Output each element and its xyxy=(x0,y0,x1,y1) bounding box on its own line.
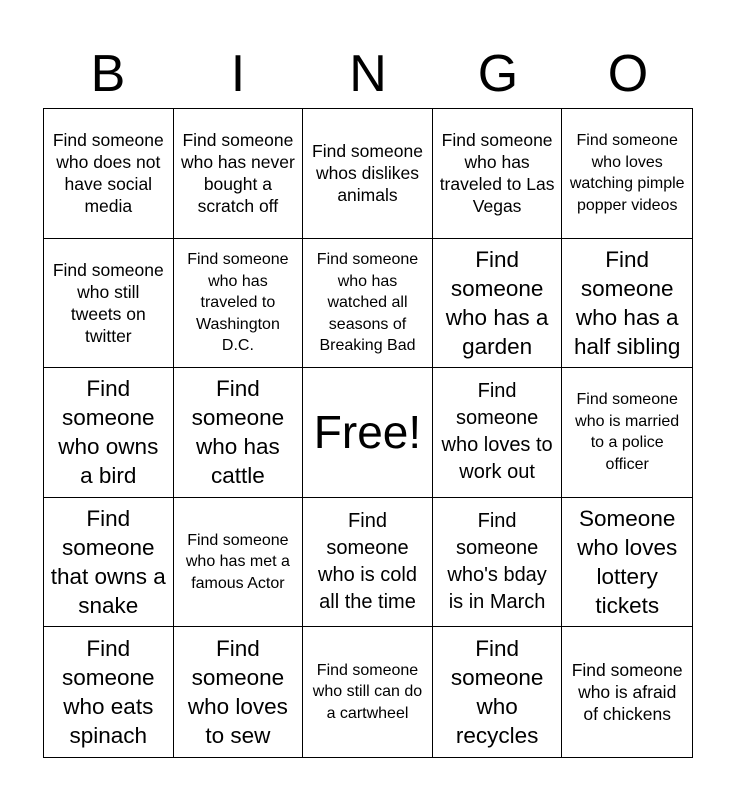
bingo-cell: Find someone who does not have social media xyxy=(44,109,174,239)
bingo-cell: Find someone who has never bought a scratch off xyxy=(174,109,304,239)
bingo-cell: Find someone who is cold all the time xyxy=(303,498,433,628)
header-letter-b: B xyxy=(90,45,126,103)
header-letter-i: I xyxy=(230,45,246,103)
bingo-cell: Someone who loves lottery tickets xyxy=(562,498,692,628)
bingo-cell: Find someone who has traveled to Washington D.C. xyxy=(174,239,304,369)
bingo-cell: Find someone who loves to sew xyxy=(174,627,304,757)
header-letter-g: G xyxy=(477,45,519,103)
bingo-cell: Find someone who loves to work out xyxy=(433,368,563,498)
bingo-cell: Find someone who has a half sibling xyxy=(562,239,692,369)
bingo-cell: Find someone that owns a snake xyxy=(44,498,174,628)
bingo-grid xyxy=(43,108,693,758)
bingo-cell: Find someone whos dislikes animals xyxy=(303,109,433,239)
bingo-cell: Find someone who is afraid of chickens xyxy=(571,660,683,725)
header-letter-o: O xyxy=(607,45,649,103)
bingo-cell: Find someone who still can do a cartwheel xyxy=(303,627,433,757)
bingo-cell: Find someone who eats spinach xyxy=(44,627,174,757)
bingo-cell: Find someone who is married to a police officer xyxy=(562,368,692,498)
bingo-cell: Find someone who loves watching pimple popper videos xyxy=(562,109,692,239)
bingo-cell: Find someone who has met a famous Actor xyxy=(174,498,304,628)
header-letter-n: N xyxy=(349,45,387,103)
bingo-header xyxy=(43,40,693,108)
bingo-cell: Find someone who has cattle xyxy=(174,368,304,498)
bingo-cell: Find someone who has watched all seasons of Breaking Bad xyxy=(303,239,433,369)
bingo-cell: Find someone who owns a bird xyxy=(44,368,174,498)
bingo-cell: Find someone who still tweets on twitter xyxy=(44,239,174,369)
free-space-cell: Free! xyxy=(303,368,433,498)
bingo-cell: Find someone who has a garden xyxy=(433,239,563,369)
bingo-cell: Find someone who has traveled to Las Vegas xyxy=(433,109,563,239)
bingo-cell: Find someone who's bday is in March xyxy=(433,498,563,628)
bingo-cell: Find someone who recycles xyxy=(433,627,563,757)
